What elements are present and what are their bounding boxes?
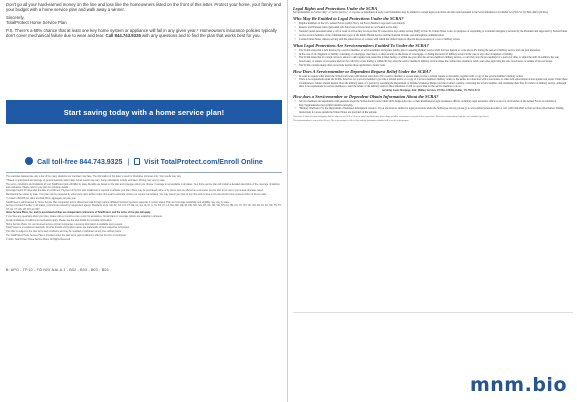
list-item: • In order to request relief under the SCRA from loans with interest rates above 6% a service member or spouse must provide a written request to the lender, together with a copy of the service member's military orders. bbox=[293, 75, 569, 78]
cta-phone-number[interactable]: toll-free 844.743.9325 bbox=[51, 159, 123, 166]
right-page bbox=[289, 0, 577, 402]
section-heading: What Legal Protections Are Servicemembers Entitled To Under the SCRA? bbox=[293, 42, 429, 48]
fine-print-line: Total Protect is a registered trademark. All other brands and product names are trademarks of their respective companies. bbox=[6, 227, 130, 230]
fine-print-line: If you have any questions about your plan, please call our customer care center for assistance. Not all plans or coverage options are available in all areas. bbox=[6, 216, 163, 219]
footnote-bold: This communication is from a debt collector. This is an attempt to collect a debt and any information obtained will be used for that purpose. bbox=[293, 119, 410, 122]
list-item: • Certain United States citizens serving with the armed forces of a nation with which the United States is allied in the prosecution of a war or military action. bbox=[293, 38, 569, 41]
tracking-code: B: APG - TP.10 - FO.IWX.NAI.A.1 - B02 - B03 - B03 - B03 bbox=[6, 268, 109, 272]
fine-print-line: The terms, conditions and limitations of your TotalProtect plan will differ by state. Benefits are based on the plan and coverage option you choose. Coverage is not available in all states. Your home service plan will contain a detailed description of the coverage, limitations and exclusions. Please refer to your plan for complete details. bbox=[6, 183, 280, 189]
eligibility-list bbox=[293, 22, 569, 41]
list-item: • National Guard personnel under a call or order to active duty for more than 30 consecutive days under section 502(f) of title 32, United States Code, for purposes of responding to a national emergency declared by the President and supported by Federal funds. bbox=[293, 30, 569, 33]
banner-text: Start saving today with a home service plan! bbox=[63, 107, 225, 117]
list-item: • The SCRA states that in a single action to enforce a debt against real estate that is filed during, or within one year after the service member's military service, a court may stop the proceedings for a period of time, or adjust the debt. In addition, the sale, foreclosure, or seizure of real estate shall not be valid if it occurs during or within 90 days after the service member's military service unless the creditor has obtained a valid court order approving the sale, foreclosure, or seizure of the real estate. bbox=[293, 56, 569, 63]
call-to-action bbox=[6, 157, 282, 166]
fine-print-line: This offer is subject to the plan terms and conditions and may be modified or withdrawn at any time without notice. bbox=[6, 231, 122, 234]
fine-print-line: Certain limitations, conditions and exclusions apply. Please see the plan details for complete information. bbox=[6, 219, 113, 222]
signature-text: TotalProtect Home Service Plan bbox=[6, 20, 67, 26]
ps-prefix: P.S. There's a 68% chance that at least one key home system or appliance will fail in any given year.* Homeowners insurance policies typically don't cover mechanical failure due to wear and tear. bbox=[6, 28, 277, 39]
request-relief-list bbox=[293, 75, 569, 89]
list-item: • The SCRA states that a debt incurred by a service member, or service member and spouse jointly, prior to entering military service shall not bear interest at a rate above 6% during the period of military service and one year thereafter. bbox=[293, 49, 569, 52]
section-heading: Legal Rights and Protections Under the SCRA bbox=[293, 5, 378, 11]
fine-print-line: Service Contract Provider: In all states, contracts are issued by independent agents. Residents of AL, AR, AZ, CA, CO, CT, DE, FL, GA, IA, ID, IL, IN, KS, KY, LA, MA, MD, ME, MI, MN, MO, MS, MT, NC, ND, NE, NH, NJ, NM, NV, NY, OH, OK, OR, PA, RI, SC, SD, TN, TX, UT, VA, VT, WA, WI, WV and WY. bbox=[6, 205, 282, 211]
ps-suffix: with any questions and to find the plan that works best for you. bbox=[142, 33, 261, 39]
mailing-address: Servicing Loans Mortgage, Attn: Military Services, PO Box 619094, Dallas, TX 75261-9741 bbox=[382, 89, 480, 93]
computer-icon bbox=[134, 158, 140, 165]
cta-call-label: Call bbox=[37, 159, 50, 166]
letter-body bbox=[6, 2, 282, 41]
cta-separator: | bbox=[127, 159, 130, 166]
fine-print-bold: Home Service Plans, Inc. and its associated entities are independent contractors of TotalProtect, and the terms of the plan will apply. bbox=[6, 212, 151, 215]
fine-print-line: Membership fee varies by state. Your plan may be cancelled by either party upon written notice. Renewal is automatic unless you request cancellation. You may cancel your plan at any time and receive a pro-rata refund of any unused portion of the fee paid. bbox=[6, 194, 267, 197]
divider bbox=[6, 172, 282, 173]
cta-visit-label: Visit bbox=[144, 159, 159, 166]
list-item: • Service members and dependents with questions about the SCRA should contact their unit's Judge Advocate, or their installation's Legal Assistance Officer. A military legal assistance office locator for all branches of the Armed Forces is available at http://legalassistance.law.af.mil/content/locator.php. bbox=[293, 100, 569, 107]
scra-notice bbox=[293, 4, 569, 124]
list-item: • In the case of an obligation or liability consisting of a mortgage, trust deed, or other security in the nature of a mortgage, or during the period of military service in the case of any other obligation or liability. bbox=[293, 53, 569, 56]
fine-print-line: The examples featured are only a few of the many situations our members may face. The information in this letter is used for illustrative purposes only. Your results may vary. bbox=[6, 176, 182, 178]
list-item: • Active service members of the commissioned corps of the Public Health Service and the National Oceanic and Atmospheric Administration. bbox=[293, 34, 569, 37]
promo-banner bbox=[6, 100, 282, 124]
section-heading: How does a Servicemember or Dependent Obtain Information About the SCRA? bbox=[293, 94, 439, 100]
fine-print-line: * Limited to $3,000 per claim and $10,000 in aggregate per plan year. bbox=[6, 197, 77, 200]
list-item: • Reserve and National Guard personnel who have been activated and are on Federal active duty. bbox=[293, 26, 569, 29]
fine-print bbox=[6, 176, 282, 242]
phone-icon bbox=[25, 157, 33, 165]
footnote: This notice is limited to those obligations that are subject to the SCRA. Please be aware that bankruptcy proceedings and other circumstances may affect these protections. This notice is informational and does not constitute legal advice. bbox=[293, 115, 490, 118]
section-heading: How Does A Servicemember or Dependent Request Relief Under the SCRA? bbox=[293, 68, 431, 74]
fine-print-line: © 2024. Total Protect Home Service Plans. All Rights Reserved. bbox=[6, 238, 71, 241]
list-item: • Regular members of the U.S. Armed Forces (Army, Navy, Air Force, Marine Corps and Coast Guard). bbox=[293, 22, 569, 25]
section-heading: Who May Be Entitled to Legal Protections Under the SCRA? bbox=[293, 16, 404, 22]
cta-url-link[interactable]: TotalProtect.com/Enroll Online bbox=[160, 159, 263, 166]
protections-list bbox=[293, 49, 569, 68]
fine-print-line: Home Service Plans, Inc. are licensed service contract companies. Licensing information is available upon request. bbox=[6, 223, 123, 226]
closing-text: Sincerely, bbox=[6, 15, 25, 20]
information-list bbox=[293, 100, 569, 114]
fine-print-line: Coverage begins 30 days after the date of enrollment. Payment of the first plan installment is required to activate your plan. Plans may be purchased online or by phone and are offered as a consumer service plan at no cost to you unless otherwise noted. bbox=[6, 190, 264, 193]
watermark-logo: mnm.bio bbox=[469, 374, 567, 396]
fine-print-line: * Based on anticipated and average of general national market data. Actual results may vary. Some calculations include estimates. Pricing may vary by state. bbox=[6, 179, 166, 182]
intro-paragraph: Don't go all your hard-earned money on the line and lose like the homeowners listed on the front of this letter. Protect your home, your family and your budget with a home service plan and walk away a winner. bbox=[6, 2, 282, 13]
divider bbox=[293, 312, 573, 313]
fine-print-line: The TotalProtect Home Service Plan is provided under the plan terms and conditions in effect at the time of enrollment. bbox=[6, 234, 127, 237]
list-item: • "Military OneSource" is the Department of Defense's information resource. If you are listed as entitled to legal protections under the SCRA (see above), please go to www.militaryonesource.mil or call 1-800-342-9647 to find out more information. Dialing instructions for areas outside the United States are provided on the website. bbox=[293, 107, 569, 114]
list-item: • There is no requirement under the SCRA, however, for a service member to provide a written notice or a copy of a service member's military orders to the lender in connection with a foreclosure or other debt enforcement action against real estate. Under these circumstances, lenders should inquire about the military status of a person by searching the Department of Defense's Defense Manpower Data Center's website, contacting the service member, and examining their files for indicia of military service. Although there is no requirement for service members to alert the lender of the military status in these situations, it still is a good idea for the service member to do so. bbox=[293, 78, 569, 88]
ps-paragraph bbox=[6, 28, 282, 38]
fine-print-line: TotalProtect is administered by Home Service Plan companies and is offered and sold through various affiliated licensed insurance agencies in certain states. Plan and coverage availability and eligibility may vary by state. bbox=[6, 201, 230, 204]
section-paragraph: Servicemembers on "active duty" or "active service," or a spouse or dependent of such a servicemember may be entitled to certain legal protections and debt relief pursuant to the Servicemembers Civil Relief Act (50 USC §§ 3901-4043) (SCRA). bbox=[293, 11, 549, 15]
ps-phone: Call 844.743.9325 bbox=[105, 33, 141, 39]
list-item: • The SCRA contains many other protections besides those applicable to home loans. bbox=[293, 64, 569, 67]
left-page bbox=[0, 0, 288, 402]
